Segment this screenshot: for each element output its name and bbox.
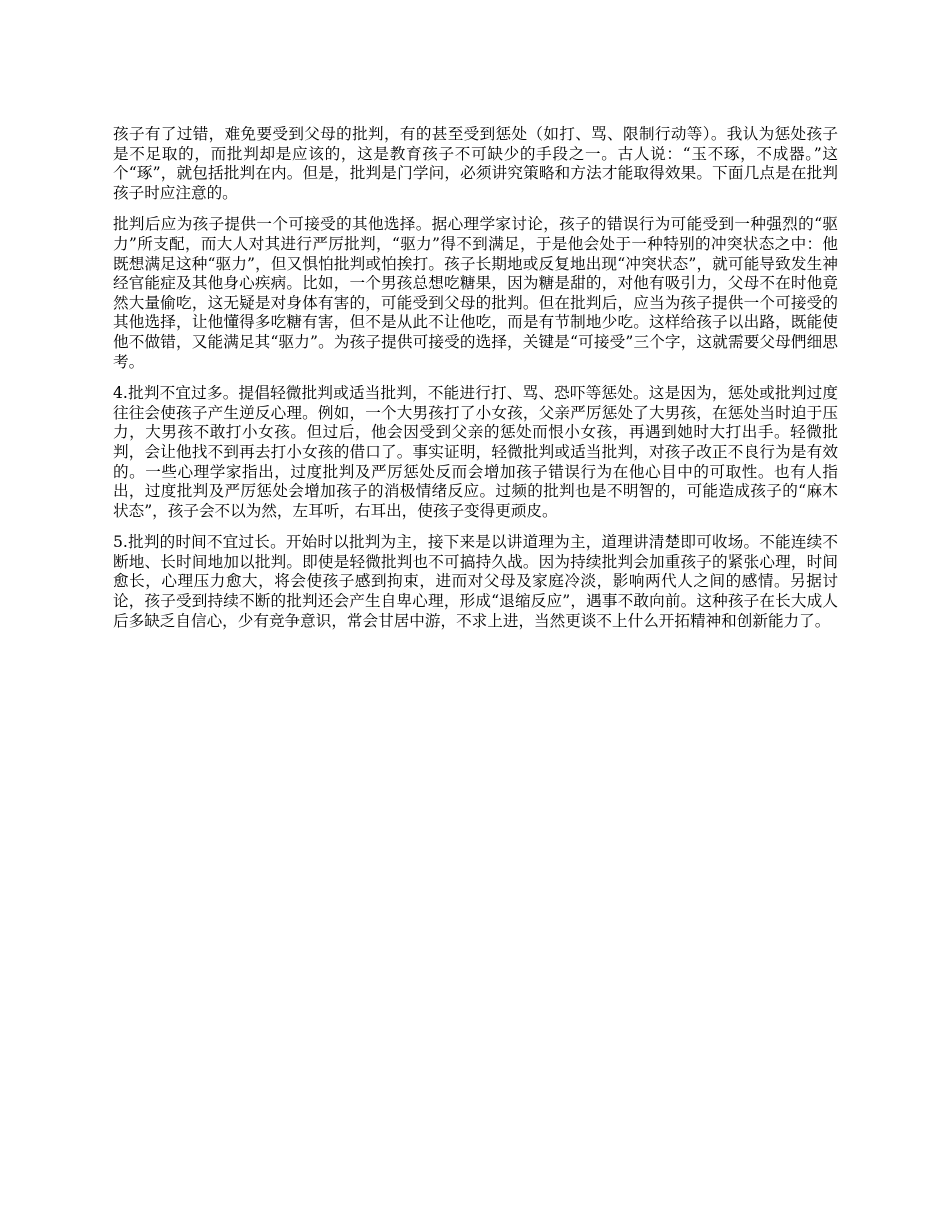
paragraph-point-4: 4.批判不宜过多。提倡轻微批判或适当批判，不能进行打、骂、恐吓等惩处。这是因为，惩处或批判过度往往会使孩子产生逆反心理。例如，一个大男孩打了小女孩，父亲严厉惩处了大男孩，在惩处当时迫于压力，大男孩不敢打小女孩。但过后，他会因受到父亲的惩处而恨小女孩，再遇到她时大打出手。轻微批判，会让他找不到再去打小女孩的借口了。事实证明，轻微批判或适当批判，对孩子改正不良行为是有效的。一些心理学家指出，过度批判及严厉惩处反而会增加孩子错误行为在他心目中的可取性。也有人指出，过度批判及严厉惩处会增加孩子的消极情绪反应。过频的批判也是不明智的，可能造成孩子的“麻木状态”，孩子会不以为然，左耳听，右耳出，使孩子变得更顽皮。 <box>113 384 838 520</box>
paragraph-point-5: 5.批判的时间不宜过长。开始时以批判为主，接下来是以讲道理为主，道理讲清楚即可收场。不能连续不断地、长时间地加以批判。即使是轻微批判也不可搞持久战。因为持续批判会加重孩子的紧张心理，时间愈长，心理压力愈大，将会使孩子感到拘束，进而对父母及家庭冷淡，影响两代人之间的感情。另据讨论，孩子受到持续不断的批判还会产生自卑心理，形成“退缩反应”，遇事不敢向前。这种孩子在长大成人后多缺乏自信心，少有竞争意识，常会甘居中游，不求上进，当然更谈不上什么开拓精神和创新能力了。 <box>113 533 838 630</box>
document-body <box>113 125 838 643</box>
paragraph-intro: 孩子有了过错，难免要受到父母的批判，有的甚至受到惩处（如打、骂、限制行动等）。我认为惩处孩子是不足取的，而批判却是应该的，这是教育孩子不可缺少的手段之一。古人说：“玉不琢，不成器。”这个“琢”，就包括批判在内。但是，批判是门学问，必须讲究策略和方法才能取得效果。下面几点是在批判孩子时应注意的。 <box>113 125 838 202</box>
paragraph-alternative-choice: 批判后应为孩子提供一个可接受的其他选择。据心理学家讨论，孩子的错误行为可能受到一种强烈的“驱力”所支配，而大人对其进行严厉批判，“驱力”得不到满足，于是他会处于一种特别的冲突状态之中：他既想满足这种“驱力”，但又惧怕批判或怕挨打。孩子长期地或反复地出现“冲突状态”，就可能导致发生神经官能症及其他身心疾病。比如，一个男孩总想吃糖果，因为糖是甜的，对他有吸引力，父母不在时他竟然大量偷吃，这无疑是对身体有害的，可能受到父母的批判。但在批判后，应当为孩子提供一个可接受的其他选择，让他懂得多吃糖有害，但不是从此不让他吃，而是有节制地少吃。这样给孩子以出路，既能使他不做错，又能满足其“驱力”。为孩子提供可接受的选择，关键是“可接受”三个字，这就需要父母們细思考。 <box>113 215 838 371</box>
